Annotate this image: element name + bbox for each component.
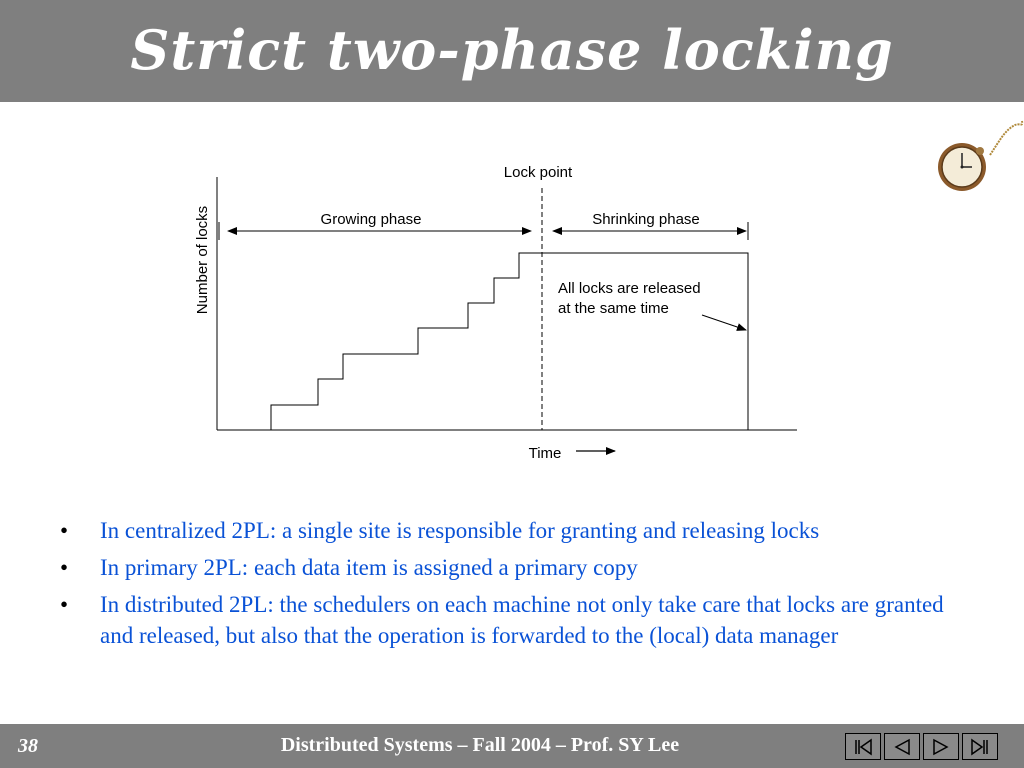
bullet-icon: • — [60, 518, 69, 543]
first-slide-button[interactable] — [845, 733, 881, 760]
bullet-text: In centralized 2PL: a single site is responsible for granting and releasing locks — [100, 518, 820, 543]
y-axis-label: Number of locks — [194, 205, 211, 315]
previous-slide-icon — [891, 738, 913, 756]
growing-phase-label: Growing phase — [320, 211, 422, 228]
bullet-text: In distributed 2PL: the schedulers on each machine not only take care that locks are granted and released, but also that the operation is forwarded to the (local) data manager — [100, 592, 944, 648]
annotation-arrow — [702, 315, 746, 330]
slide-navigation — [845, 733, 1001, 760]
annotation-line-1: All locks are released — [558, 280, 701, 297]
bullet-item — [60, 589, 960, 651]
bullet-item — [60, 552, 960, 583]
slide-title: Strict two-phase locking — [130, 18, 894, 82]
previous-slide-button[interactable] — [884, 733, 920, 760]
bullet-icon: • — [60, 555, 69, 580]
bullet-item — [60, 515, 960, 546]
bullet-icon: • — [60, 592, 69, 617]
last-slide-button[interactable] — [962, 733, 998, 760]
x-axis-label: Time — [528, 445, 562, 462]
next-slide-icon — [930, 738, 952, 756]
last-slide-icon — [969, 738, 991, 756]
lock-point-label: Lock point — [503, 164, 573, 181]
annotation-line-2: at the same time — [558, 300, 669, 317]
page-number: 38 — [18, 735, 38, 757]
footer-bar — [0, 724, 1024, 768]
next-slide-button[interactable] — [923, 733, 959, 760]
bullet-text: In primary 2PL: each data item is assigned a primary copy — [100, 555, 638, 580]
shrinking-phase-label: Shrinking phase — [592, 211, 700, 228]
footer-text: Distributed Systems – Fall 2004 – Prof. SY Lee — [280, 734, 680, 756]
first-slide-icon — [852, 738, 874, 756]
bullet-list — [60, 515, 960, 657]
